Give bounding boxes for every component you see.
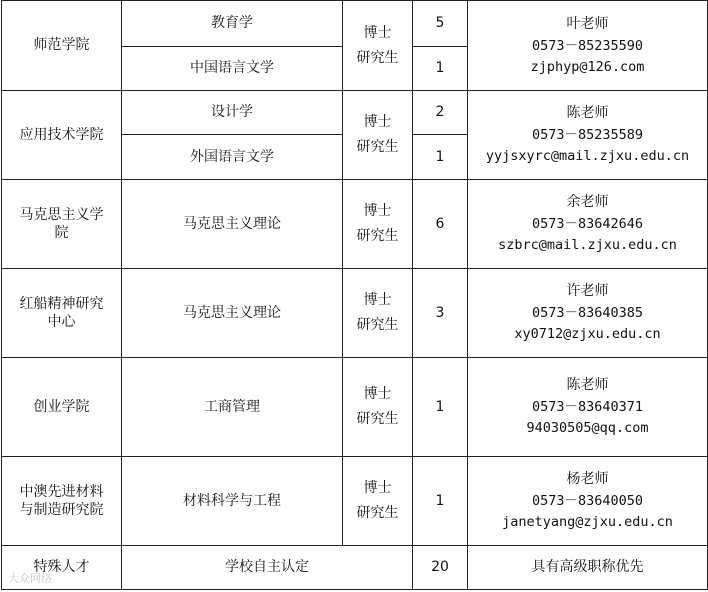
count-cell: 1 bbox=[413, 358, 468, 457]
table-row bbox=[2, 91, 708, 135]
contact-name: 陈老师 bbox=[566, 105, 609, 122]
special-category-cell: 特殊人才 bbox=[2, 546, 122, 590]
special-note-cell: 具有高级职称优先 bbox=[468, 546, 708, 590]
contact-email: 94030505@qq.com bbox=[526, 420, 649, 437]
watermark: 大众网络 bbox=[8, 572, 52, 585]
table-row bbox=[2, 1, 708, 47]
contact-phone: 0573－85235590 bbox=[531, 37, 644, 54]
table-row-special bbox=[2, 546, 708, 590]
contact-name: 杨老师 bbox=[566, 471, 609, 488]
major-cell: 教育学 bbox=[122, 1, 343, 47]
contact-name: 余老师 bbox=[566, 194, 609, 211]
contact-cell bbox=[468, 358, 708, 457]
college-cell: 应用技术学院 bbox=[2, 91, 122, 180]
count-cell: 6 bbox=[413, 180, 468, 269]
count-cell: 5 bbox=[413, 1, 468, 47]
contact-email: zjphyp@126.com bbox=[530, 58, 645, 75]
college-cell: 师范学院 bbox=[2, 1, 122, 91]
table-row bbox=[2, 457, 708, 546]
recruitment-table bbox=[1, 0, 708, 590]
contact-cell bbox=[468, 269, 708, 358]
college-cell: 马克思主义学 院 bbox=[2, 180, 122, 269]
major-cell: 中国语言文学 bbox=[122, 47, 343, 91]
college-cell: 中澳先进材料 与制造研究院 bbox=[2, 457, 122, 546]
contact-phone: 0573－83640385 bbox=[531, 305, 644, 322]
college-cell: 创业学院 bbox=[2, 358, 122, 457]
table-row bbox=[2, 358, 708, 457]
contact-name: 陈老师 bbox=[566, 377, 609, 394]
major-cell: 马克思主义理论 bbox=[122, 269, 343, 358]
count-cell: 3 bbox=[413, 269, 468, 358]
contact-cell bbox=[468, 180, 708, 269]
degree-cell: 博士 研究生 bbox=[343, 269, 413, 358]
contact-cell bbox=[468, 91, 708, 180]
contact-name: 许老师 bbox=[566, 283, 609, 300]
count-cell: 1 bbox=[413, 135, 468, 180]
degree-cell: 博士 研究生 bbox=[343, 180, 413, 269]
degree-cell: 博士 研究生 bbox=[343, 358, 413, 457]
major-cell: 马克思主义理论 bbox=[122, 180, 343, 269]
table-row bbox=[2, 180, 708, 269]
contact-email: xy0712@zjxu.edu.cn bbox=[514, 326, 661, 343]
major-cell: 外国语言文学 bbox=[122, 135, 343, 180]
major-cell: 设计学 bbox=[122, 91, 343, 135]
contact-cell bbox=[468, 1, 708, 91]
major-cell: 材料科学与工程 bbox=[122, 457, 343, 546]
contact-name: 叶老师 bbox=[566, 15, 609, 32]
degree-cell: 博士 研究生 bbox=[343, 1, 413, 91]
contact-email: janetyang@zjxu.edu.cn bbox=[502, 514, 673, 531]
degree-cell: 博士 研究生 bbox=[343, 91, 413, 180]
degree-cell: 博士 研究生 bbox=[343, 457, 413, 546]
count-cell: 1 bbox=[413, 457, 468, 546]
special-method-cell: 学校自主认定 bbox=[122, 546, 413, 590]
contact-email: yyjsxyrc@mail.zjxu.edu.cn bbox=[485, 148, 690, 165]
count-cell: 1 bbox=[413, 47, 468, 91]
table-row bbox=[2, 269, 708, 358]
contact-phone: 0573－83640371 bbox=[531, 399, 644, 416]
count-cell: 2 bbox=[413, 91, 468, 135]
contact-phone: 0573－83642646 bbox=[531, 216, 644, 233]
contact-email: szbrc@mail.zjxu.edu.cn bbox=[498, 237, 677, 254]
contact-phone: 0573－83640050 bbox=[531, 493, 644, 510]
college-cell: 红船精神研究 中心 bbox=[2, 269, 122, 358]
major-cell: 工商管理 bbox=[122, 358, 343, 457]
contact-cell bbox=[468, 457, 708, 546]
contact-phone: 0573－85235589 bbox=[531, 127, 644, 144]
special-count-cell: 20 bbox=[413, 546, 468, 590]
